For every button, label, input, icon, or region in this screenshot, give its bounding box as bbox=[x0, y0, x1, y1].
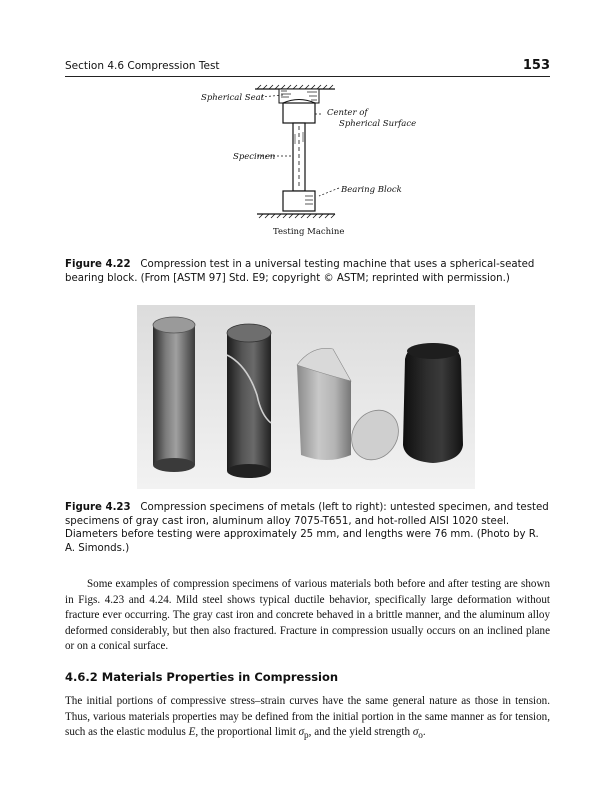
specimens-photo bbox=[137, 305, 475, 489]
figure-4-23-caption bbox=[65, 501, 550, 555]
untested-specimen bbox=[153, 317, 195, 472]
steel-specimen bbox=[403, 343, 463, 463]
caption-text: Compression specimens of metals (left to right): untested specimen, and tested specimens of gray cast iron, aluminum alloy 7075-T651, and hot-rolled AISI 1020 steel. Diameters before testing were approximately 25 mm, and lengths were 76 mm. (Photo by R. A. Simonds.) bbox=[65, 502, 549, 554]
specimen-shape bbox=[293, 123, 305, 191]
caption-label: Figure 4.22 bbox=[65, 259, 131, 270]
section-title: Section 4.6 Compression Test bbox=[65, 60, 220, 72]
figure-4-22-caption bbox=[65, 258, 550, 285]
caption-label: Figure 4.23 bbox=[65, 502, 131, 513]
label-specimen: Specimen bbox=[233, 152, 276, 162]
body-paragraph-2 bbox=[65, 694, 550, 745]
spherical-seat-block bbox=[283, 103, 315, 123]
body-paragraph-1: Some examples of compression specimens of various materials both before and after testing are shown in Figs. 4.23 and 4.24. Mild steel shows typical ductile behavior, specifically large deformation without fracture ever occurring. The gray cast iron and concrete behaved in a brittle manner, and the aluminum alloy deformed considerably, but then also fractured. Fracture in compression usually occurs on an inclined plane or on a conical surface. bbox=[65, 578, 550, 653]
label-center-line2: Spherical Surface bbox=[339, 119, 417, 129]
bearing-block bbox=[283, 191, 315, 211]
paragraph-text: , and the yield strength bbox=[308, 726, 413, 739]
section-heading: 4.6.2 Materials Properties in Compression bbox=[65, 670, 339, 684]
gray-cast-iron-specimen bbox=[227, 324, 271, 478]
paragraph-text: , the proportional limit bbox=[195, 726, 299, 739]
symbol-e: E bbox=[188, 726, 196, 739]
paragraph-text: The initial portions of compressive stress–strain curves have the same general nature as those in tension. Thus, various materials properties may be defined from the initial portion in the same manner as for tension, such as the elastic modulus bbox=[65, 695, 550, 739]
page-number: 153 bbox=[522, 58, 550, 73]
label-spherical-seat: Spherical Seat bbox=[201, 93, 265, 103]
running-header bbox=[65, 58, 550, 77]
machine-base bbox=[257, 214, 335, 218]
caption-text: Compression test in a universal testing machine that uses a spherical-seated bearing block. (From [ASTM 97] Std. E9; copyright © ASTM; reprinted with permission.) bbox=[65, 259, 535, 284]
label-bearing-block: Bearing Block bbox=[341, 185, 402, 195]
label-testing-machine: Testing Machine bbox=[273, 227, 345, 237]
label-center-line1: Center of bbox=[327, 108, 368, 118]
machine-crosshead bbox=[255, 85, 335, 103]
symbol-sigma: σ bbox=[412, 726, 419, 739]
symbol-sigma: σ bbox=[298, 726, 305, 739]
subscript: o bbox=[418, 731, 423, 742]
paragraph-text: . bbox=[422, 726, 426, 739]
subscript: p bbox=[304, 731, 309, 742]
compression-test-diagram bbox=[195, 84, 417, 246]
